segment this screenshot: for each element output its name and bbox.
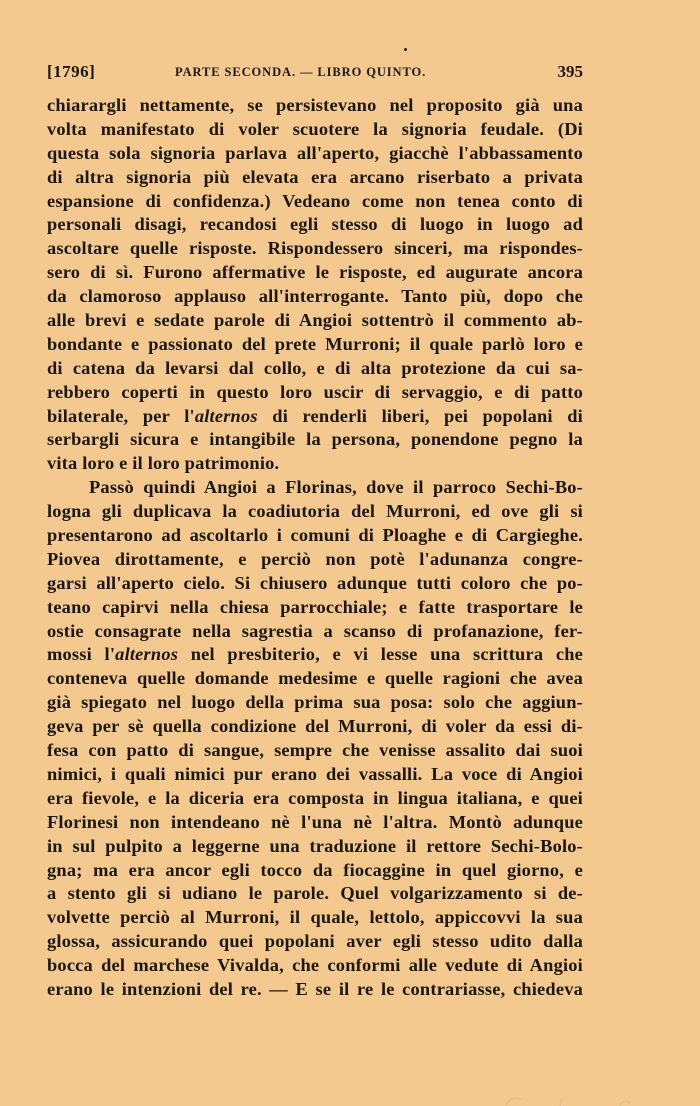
text-line: conteneva quelle domande medesime e quelle ragioni che avea: [47, 668, 583, 689]
text-line: di altra signoria più elevata era arcano riserbato a privata: [47, 166, 583, 187]
running-title: PARTE SECONDA. — LIBRO QUINTO.: [175, 65, 427, 79]
text-line: nimici, i quali nimici pur erano dei vassalli. La voce di Angioi: [47, 763, 583, 784]
text-line: Passò quindi Angioi a Florinas, dove il parroco Sechi-Bo-: [89, 477, 583, 498]
text-line: ostie consagrate nella sagrestia a scanso di profanazione, fer-: [47, 620, 583, 641]
text-line: a stento gli si udiano le parole. Quel volgarizzamento si de-: [47, 883, 583, 904]
text-fragment: nel presbiterio, e vi lesse una scrittura che: [178, 644, 583, 665]
text-line: personali disagi, recandosi egli stesso di luogo in luogo ad: [47, 214, 583, 235]
text-line: bocca del marchese Vivalda, che conformi alle vedute di Angioi: [47, 955, 583, 976]
text-line: gna; ma era ancor egli tocco da fiocaggine in quel giorno, e: [47, 859, 583, 880]
text-line: già spiegato nel luogo della prima sua posa: solo che aggiun-: [47, 692, 583, 713]
text-line: vita loro e il loro patrimonio.: [47, 453, 280, 474]
text-line: in sul pulpito a leggerne una traduzione il rettore Sechi-Bolo-: [47, 835, 583, 856]
text-line: espansione di confidenza.) Vedeano come non tenea conto di: [47, 190, 583, 211]
text-line: ascoltare quelle risposte. Rispondessero sinceri, ma rispondes-: [47, 238, 583, 259]
text-line: rebbero coperti in questo loro uscir di servaggio, e di patto: [47, 381, 583, 402]
italic-term: alternos: [115, 644, 179, 665]
text-line: erano le intenzioni del re. — E se il re le contrariasse, chiedeva: [47, 978, 583, 999]
paragraph-2: [47, 476, 583, 1002]
text-line: volvette perciò al Murroni, il quale, lettolo, appiccovvi la sua: [47, 907, 583, 928]
text-line: presentarono ad ascoltarlo i comuni di Ploaghe e di Cargieghe.: [47, 525, 583, 546]
text-line: sero di sì. Furono affermative le risposte, ed augurate ancora: [47, 262, 583, 283]
text-fragment: bilaterale, per l': [47, 405, 195, 426]
text-line: Florinesi non intendeano nè l'una nè l'altra. Montò adunque: [47, 811, 583, 832]
text-line: era fievole, e la diceria era composta in lingua italiana, e quei: [47, 787, 583, 808]
text-line: fesa con patto di sangue, sempre che venisse assalito dai suoi: [47, 740, 583, 761]
text-line: glossa, assicurando quei popolani aver egli stesso udito dalla: [47, 931, 583, 952]
paragraph-1: [47, 94, 583, 476]
text-fragment: mossi l': [47, 644, 116, 665]
text-line: [47, 643, 583, 667]
text-fragment: di renderli liberi, pei popolani di: [257, 405, 583, 426]
body-text: [47, 94, 583, 1002]
text-line: geva per sè quella condizione del Murroni, di voler da essi di-: [47, 716, 583, 737]
text-line: di catena da levarsi dal collo, e di alta protezione da cui sa-: [47, 357, 583, 378]
running-header: [47, 62, 583, 84]
text-line: logna gli duplicava la coadiutoria del Murroni, ed ove gli si: [47, 501, 583, 522]
text-line: chiarargli nettamente, se persistevano nel proposito già una: [47, 95, 583, 115]
text-line: [47, 405, 583, 429]
text-line: questa sola signoria parlava all'aperto, giacchè l'abbassamento: [47, 142, 583, 163]
text-line: da clamoroso applauso all'interrogante. Tanto più, dopo che: [47, 286, 583, 307]
header-year: [1796]: [47, 62, 96, 81]
text-line: serbargli sicura e intangibile la persona, ponendone pegno la: [47, 429, 583, 450]
text-line: bondante e passionato del prete Murroni; il quale parlò loro e: [47, 333, 583, 354]
text-line: alle brevi e sedate parole di Angioi sottentrò il commento ab-: [47, 310, 583, 331]
text-line: garsi all'aperto cielo. Si chiusero adunque tutti coloro che po-: [47, 572, 583, 593]
italic-term: alternos: [194, 405, 258, 426]
text-line: teano capirvi nella chiesa parrocchiale; e fatte trasportare le: [47, 596, 583, 617]
page-number: 395: [557, 62, 583, 81]
ink-speck: [404, 48, 407, 51]
text-line: volta manifestato di voler scuotere la signoria feudale. (Di: [47, 118, 583, 139]
text-line: Piovea dirottamente, e perciò non potè l'adunanza congre-: [47, 548, 583, 569]
